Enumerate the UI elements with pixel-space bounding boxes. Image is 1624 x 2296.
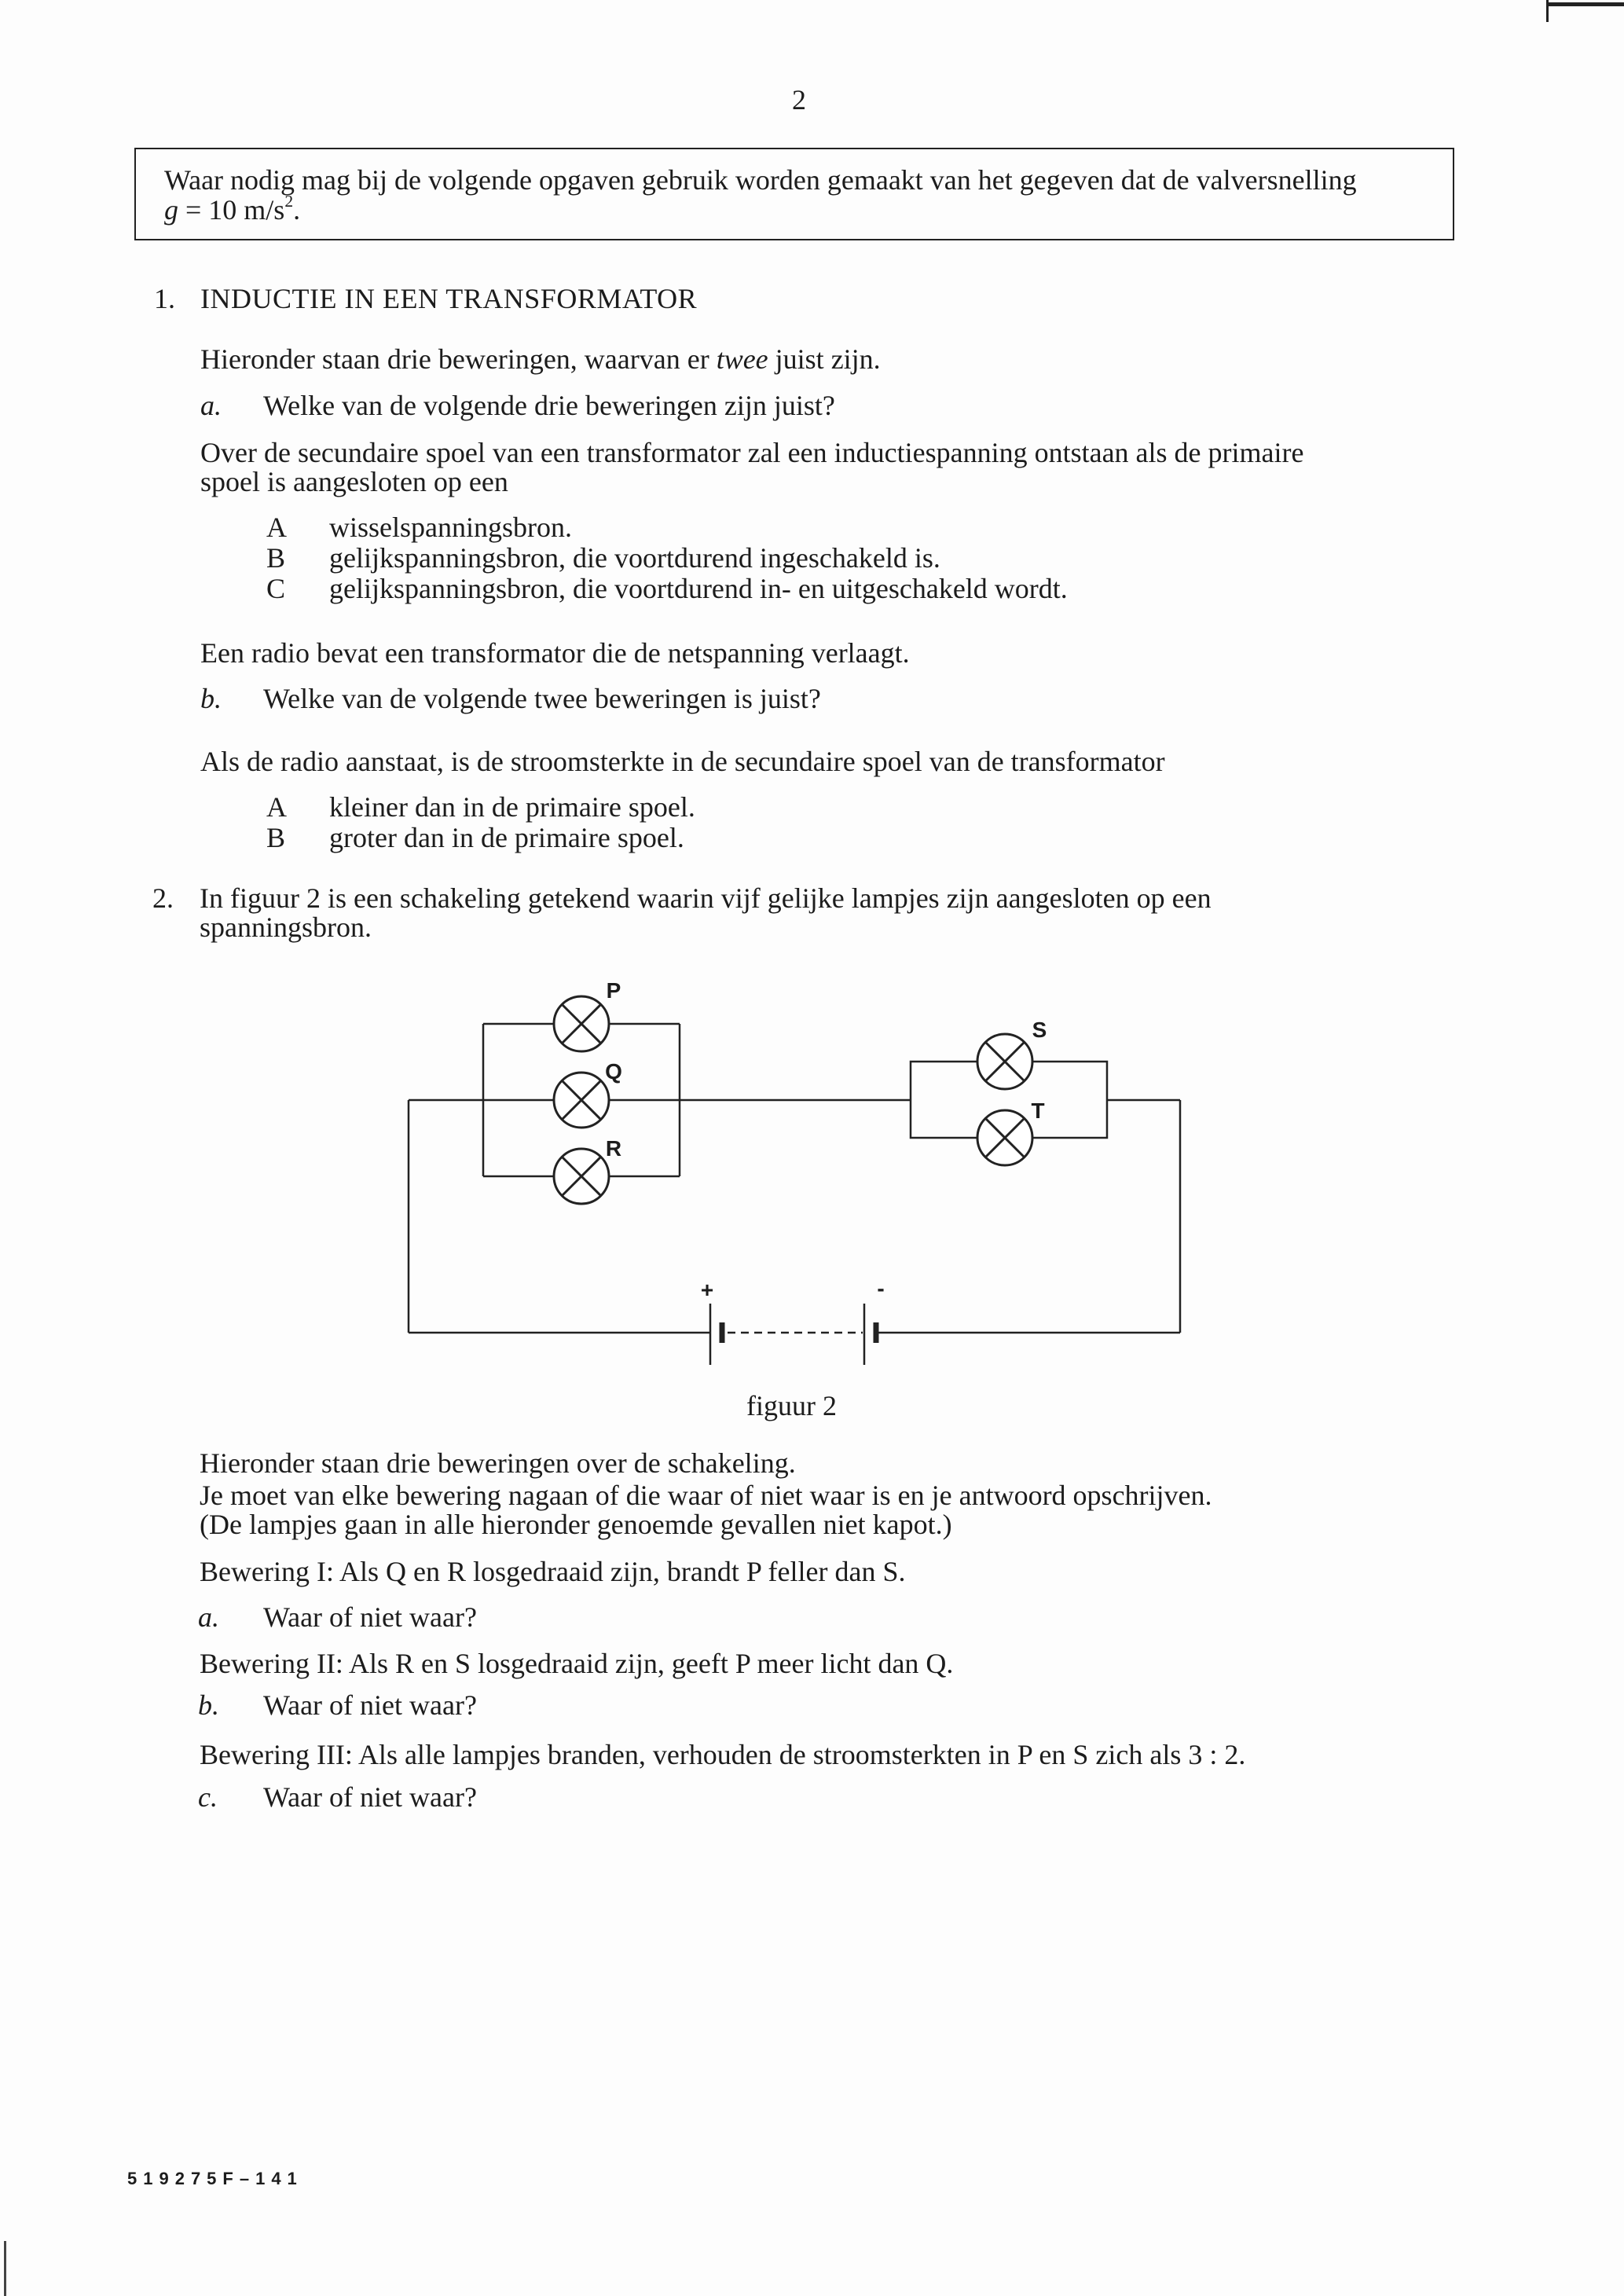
subquestion-label: b. bbox=[198, 1689, 219, 1721]
question-number: 2. bbox=[152, 882, 174, 914]
option-text: groter dan in de primaire spoel. bbox=[329, 822, 684, 853]
question-stem-line: spoel is aangesloten op een bbox=[200, 466, 508, 497]
notice-formula bbox=[164, 193, 300, 227]
lamp-r bbox=[554, 1149, 609, 1204]
question-title: INDUCTIE IN EEN TRANSFORMATOR bbox=[200, 283, 698, 314]
wires bbox=[409, 1024, 1180, 1333]
option-letter: A bbox=[266, 791, 287, 823]
option-letter: B bbox=[266, 822, 286, 853]
formula-end: . bbox=[293, 194, 301, 226]
lamp-p bbox=[554, 996, 609, 1051]
intro-text: Hieronder staan drie beweringen, waarvan er bbox=[200, 343, 717, 375]
subquestion-label: b. bbox=[200, 683, 222, 714]
subquestion-label: a. bbox=[200, 390, 222, 421]
lamp-label-p: P bbox=[606, 978, 621, 1003]
statement-text: Bewering III: Als alle lampjes branden, verhouden de stroomsterkten in P en S zich als 3 : 2. bbox=[200, 1739, 1246, 1770]
subquestion-label: c. bbox=[198, 1781, 218, 1813]
circuit-diagram bbox=[377, 966, 1241, 1383]
formula-variable: g bbox=[164, 194, 178, 226]
option-text: wisselspanningsbron. bbox=[329, 512, 572, 543]
scan-edge-mark bbox=[4, 2241, 6, 2296]
lamp-s bbox=[977, 1034, 1032, 1089]
lamp-label-s: S bbox=[1032, 1018, 1047, 1042]
subquestion-text: Waar of niet waar? bbox=[263, 1689, 477, 1721]
question-intro-line: In figuur 2 is een schakeling getekend waarin vijf gelijke lampjes zijn aangesloten op een bbox=[200, 882, 1212, 914]
option-text: gelijkspanningsbron, die voortdurend ingeschakeld is. bbox=[329, 542, 940, 574]
notice-line-1: Waar nodig mag bij de volgende opgaven gebruik worden gemaakt van het gegeven dat de valversnelling bbox=[164, 164, 1357, 196]
subquestion-text: Welke van de volgende twee beweringen is juist? bbox=[263, 683, 821, 714]
formula-exponent: 2 bbox=[284, 191, 294, 211]
option-letter: C bbox=[266, 573, 286, 604]
question-stem-line: Als de radio aanstaat, is de stroomsterkte in de secundaire spoel van de transformator bbox=[200, 746, 1165, 777]
question-intro bbox=[200, 342, 881, 376]
page-number: 2 bbox=[792, 84, 806, 116]
lamp-q bbox=[554, 1073, 609, 1128]
statements-intro-line: (De lampjes gaan in alle hieronder genoemde gevallen niet kapot.) bbox=[200, 1509, 952, 1540]
scan-corner-mark-vertical bbox=[1546, 0, 1549, 22]
option-letter: B bbox=[266, 542, 286, 574]
lamp-t bbox=[977, 1110, 1032, 1165]
context-text: Een radio bevat een transformator die de netspanning verlaagt. bbox=[200, 637, 910, 669]
footer-code: 519275F–141 bbox=[127, 2169, 303, 2188]
notice-box bbox=[134, 148, 1454, 240]
option-text: kleiner dan in de primaire spoel. bbox=[329, 791, 695, 823]
subquestion-text: Welke van de volgende drie beweringen zijn juist? bbox=[263, 390, 835, 421]
question-intro-line: spanningsbron. bbox=[200, 911, 372, 943]
option-letter: A bbox=[266, 512, 287, 543]
statements-intro-line: Je moet van elke bewering nagaan of die waar of niet waar is en je antwoord opschrijven. bbox=[200, 1480, 1212, 1511]
intro-emphasis: twee bbox=[716, 343, 768, 375]
formula-text: = 10 m/s bbox=[178, 194, 285, 226]
statement-text: Bewering II: Als R en S losgedraaid zijn, geeft P meer licht dan Q. bbox=[200, 1648, 954, 1679]
battery-minus-label: - bbox=[877, 1276, 885, 1300]
subquestion-text: Waar of niet waar? bbox=[263, 1601, 477, 1633]
lamp-label-r: R bbox=[605, 1136, 622, 1161]
question-number: 1. bbox=[154, 283, 175, 314]
statement-text: Bewering I: Als Q en R losgedraaid zijn, brandt P feller dan S. bbox=[200, 1556, 906, 1587]
statements-intro-line: Hieronder staan drie beweringen over de schakeling. bbox=[200, 1447, 796, 1479]
intro-text-end: juist zijn. bbox=[768, 343, 881, 375]
option-text: gelijkspanningsbron, die voortdurend in- en uitgeschakeld wordt. bbox=[329, 573, 1068, 604]
subquestion-text: Waar of niet waar? bbox=[263, 1781, 477, 1813]
scan-corner-mark-horizontal bbox=[1548, 2, 1624, 6]
lamp-label-t: T bbox=[1031, 1098, 1045, 1123]
subquestion-label: a. bbox=[198, 1601, 219, 1633]
battery bbox=[710, 1304, 876, 1365]
lamp-label-q: Q bbox=[605, 1059, 622, 1084]
question-stem-line: Over de secundaire spoel van een transformator zal een inductiespanning ontstaan als de primaire bbox=[200, 437, 1304, 468]
battery-plus-label: + bbox=[700, 1278, 714, 1302]
figure-caption: figuur 2 bbox=[746, 1390, 837, 1421]
